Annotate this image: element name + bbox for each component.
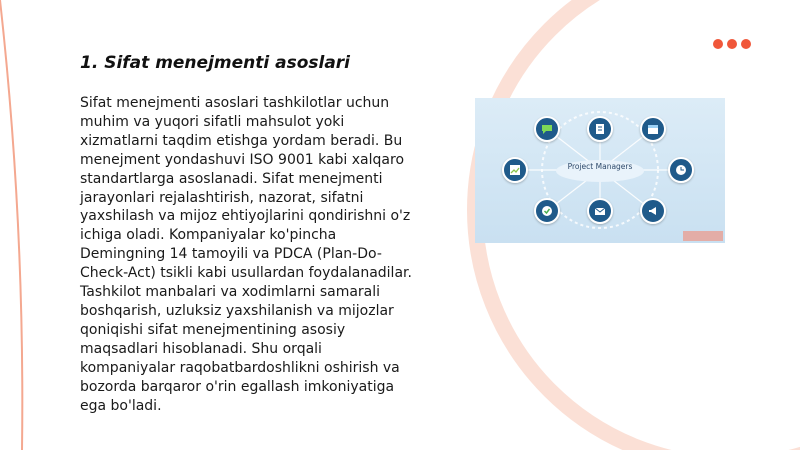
slide-title: 1. Sifat menejmenti asoslari [80,53,351,73]
center-label: Project Managers [567,162,633,171]
slide-body-text: Sifat menejmenti asoslari tashkilotlar uchun muhim va yuqori sifatli mahsulot yoki xizmatlarni taqdim etishga yordam beradi. Bu menejment yondashuvi ISO 9001 kabi xalqaro standartlarga asoslanadi. Sifat menejmenti jarayonlari rejalashtirish, nazorat, sifatni yaxshilash va mijoz ehtiyojlarini qondirishni o'z ichiga oladi. Kompaniyalar ko'pincha Demingning 14 tamoyili va PDCA (Plan-Do-Check-Act) tsikli kabi usullardan foydalanadilar. Tashkilot manbalari va xodimlarni samarali boshqarish, uzluksiz yaxshilanish va mijozlar qoniqishi sifat menejmentining asosiy maqsadlari hisoblanadi. Shu orqali kompaniyalar raqobatbardoshlikni oshirish va bozorda barqaror o'rin egallash imkoniyatiga ega bo'ladi. [80,95,412,414]
chart-icon [502,157,528,183]
chat-icon [534,116,560,142]
left-arc [0,0,22,450]
document-icon [587,116,613,142]
dot-3 [741,39,751,49]
calendar-icon [640,116,666,142]
email-icon [587,198,613,224]
clock-icon [668,157,694,183]
dot-1 [713,39,723,49]
dot-2 [727,39,737,49]
project-managers-image [475,98,725,243]
watermark-logo [683,231,723,241]
checkmark-icon [534,198,560,224]
megaphone-icon [640,198,666,224]
menu-dots [713,39,751,49]
